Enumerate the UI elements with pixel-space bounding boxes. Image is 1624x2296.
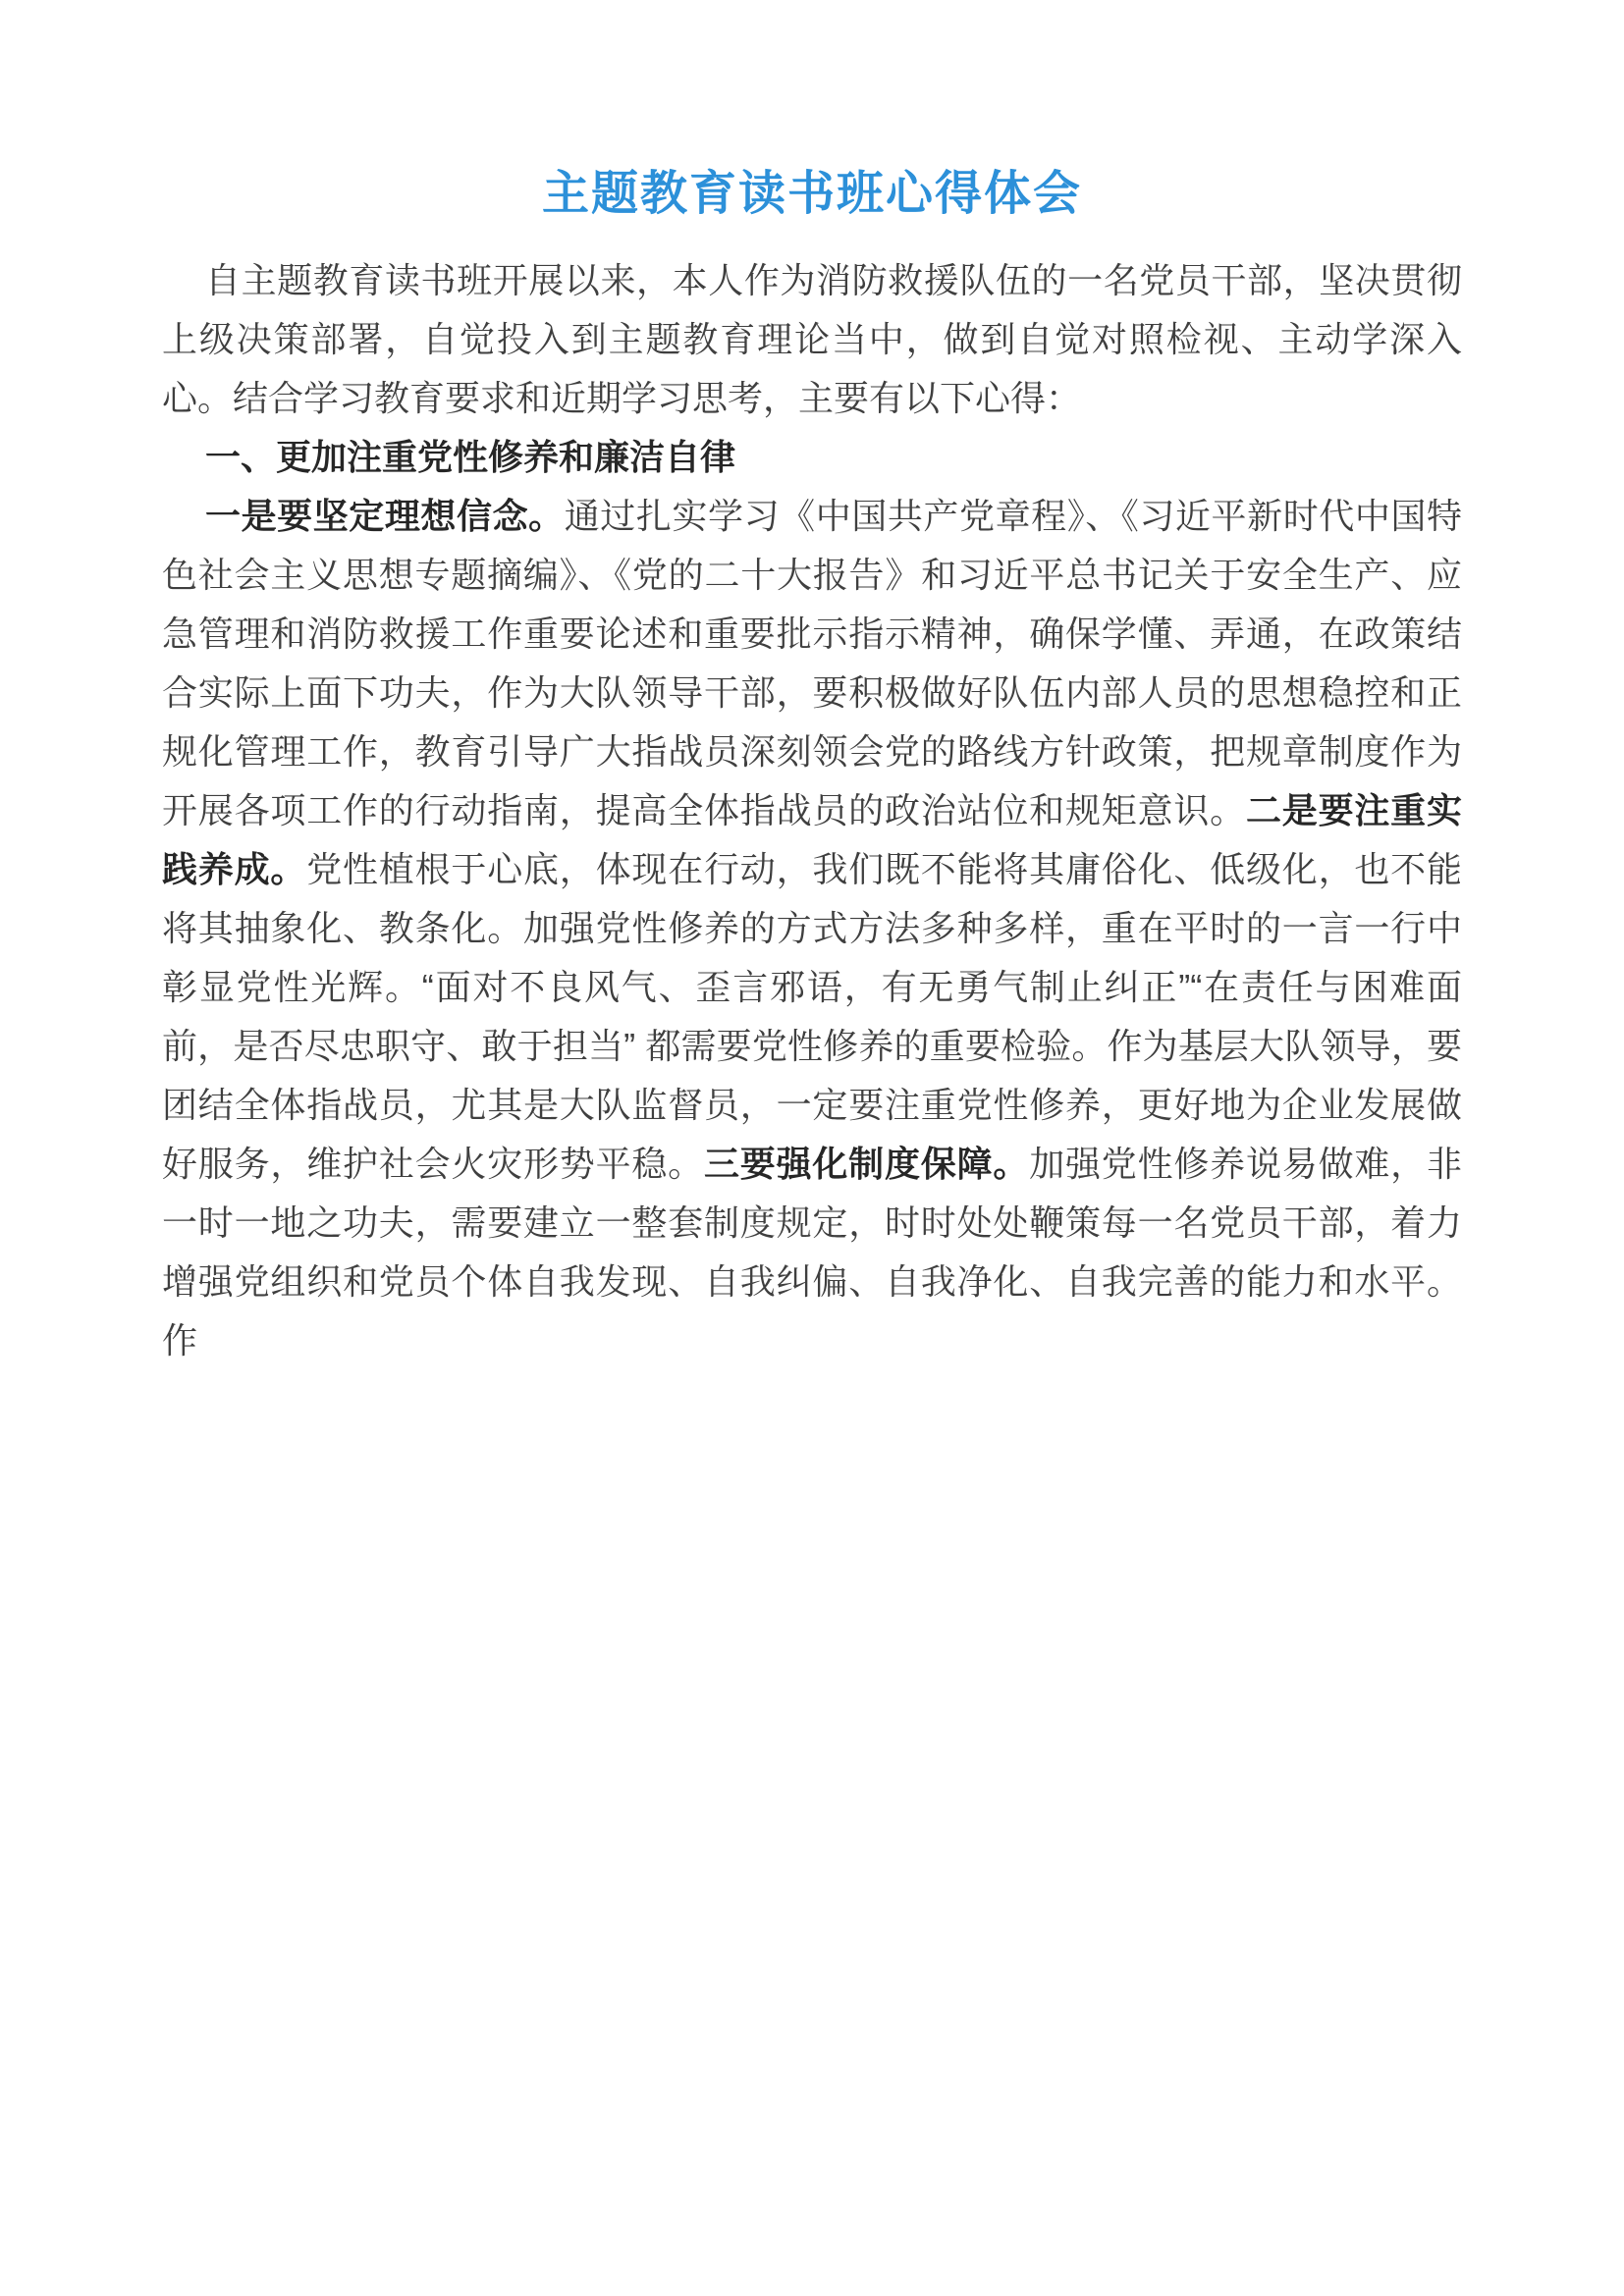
bold-text-run: 一是要坚定理想信念。 [205, 496, 565, 536]
paragraph [162, 487, 1462, 1370]
document-body [162, 251, 1462, 1370]
bold-text-run: 三要强化制度保障。 [703, 1144, 1030, 1184]
text-run: 通过扎实学习《中国共产党章程》、《习近平新时代中国特色社会主义思想专题摘编》、《党的二十大报告》和习近平总书记关于安全生产、应急管理和消防救援工作重要论述和重要批示指示精神，确保学懂、弄通，在政策结合实际上面下功夫，作为大队领导干部，要积极做好队伍内部人员的思想稳控和正规化管理工作，教育引导广大指战员深刻领会党的路线方针政策，把规章制度作为开展各项工作的行动指南，提高全体指战员的政治站位和规矩意识。 [162, 496, 1462, 830]
text-run: 党性植根于心底，体现在行动，我们既不能将其庸俗化、低级化，也不能将其抽象化、教条化。加强党性修养的方式方法多种多样，重在平时的一言一行中彰显党性光辉。“面对不良风气、歪言邪语，有无勇气制止纠正”“在责任与困难面前，是否尽忠职守、敢于担当” 都需要党性修养的重要检验。作为基层大队领导，要团结全体指战员，尤其是大队监督员，一定要注重党性修养，更好地为企业发展做好服务，维护社会火灾形势平稳。 [162, 849, 1462, 1184]
paragraph [162, 251, 1462, 428]
bold-text-run: 一、更加注重党性修养和廉洁自律 [205, 437, 736, 477]
bold-text-run: 二是要注重实践养成。 [162, 790, 1462, 889]
text-run: 自主题教育读书班开展以来，本人作为消防救援队伍的一名党员干部，坚决贯彻上级决策部署，自觉投入到主题教育理论当中，做到自觉对照检视、主动学深入心。结合学习教育要求和近期学习思考，主要有以下心得： [162, 260, 1462, 418]
text-run: 加强党性修养说易做难，非一时一地之功夫，需要建立一整套制度规定，时时处处鞭策每一名党员干部，着力增强党组织和党员个体自我发现、自我纠偏、自我净化、自我完善的能力和水平。作 [162, 1144, 1462, 1361]
document-title: 主题教育读书班心得体会 [541, 168, 1082, 220]
section-heading [162, 428, 1462, 487]
